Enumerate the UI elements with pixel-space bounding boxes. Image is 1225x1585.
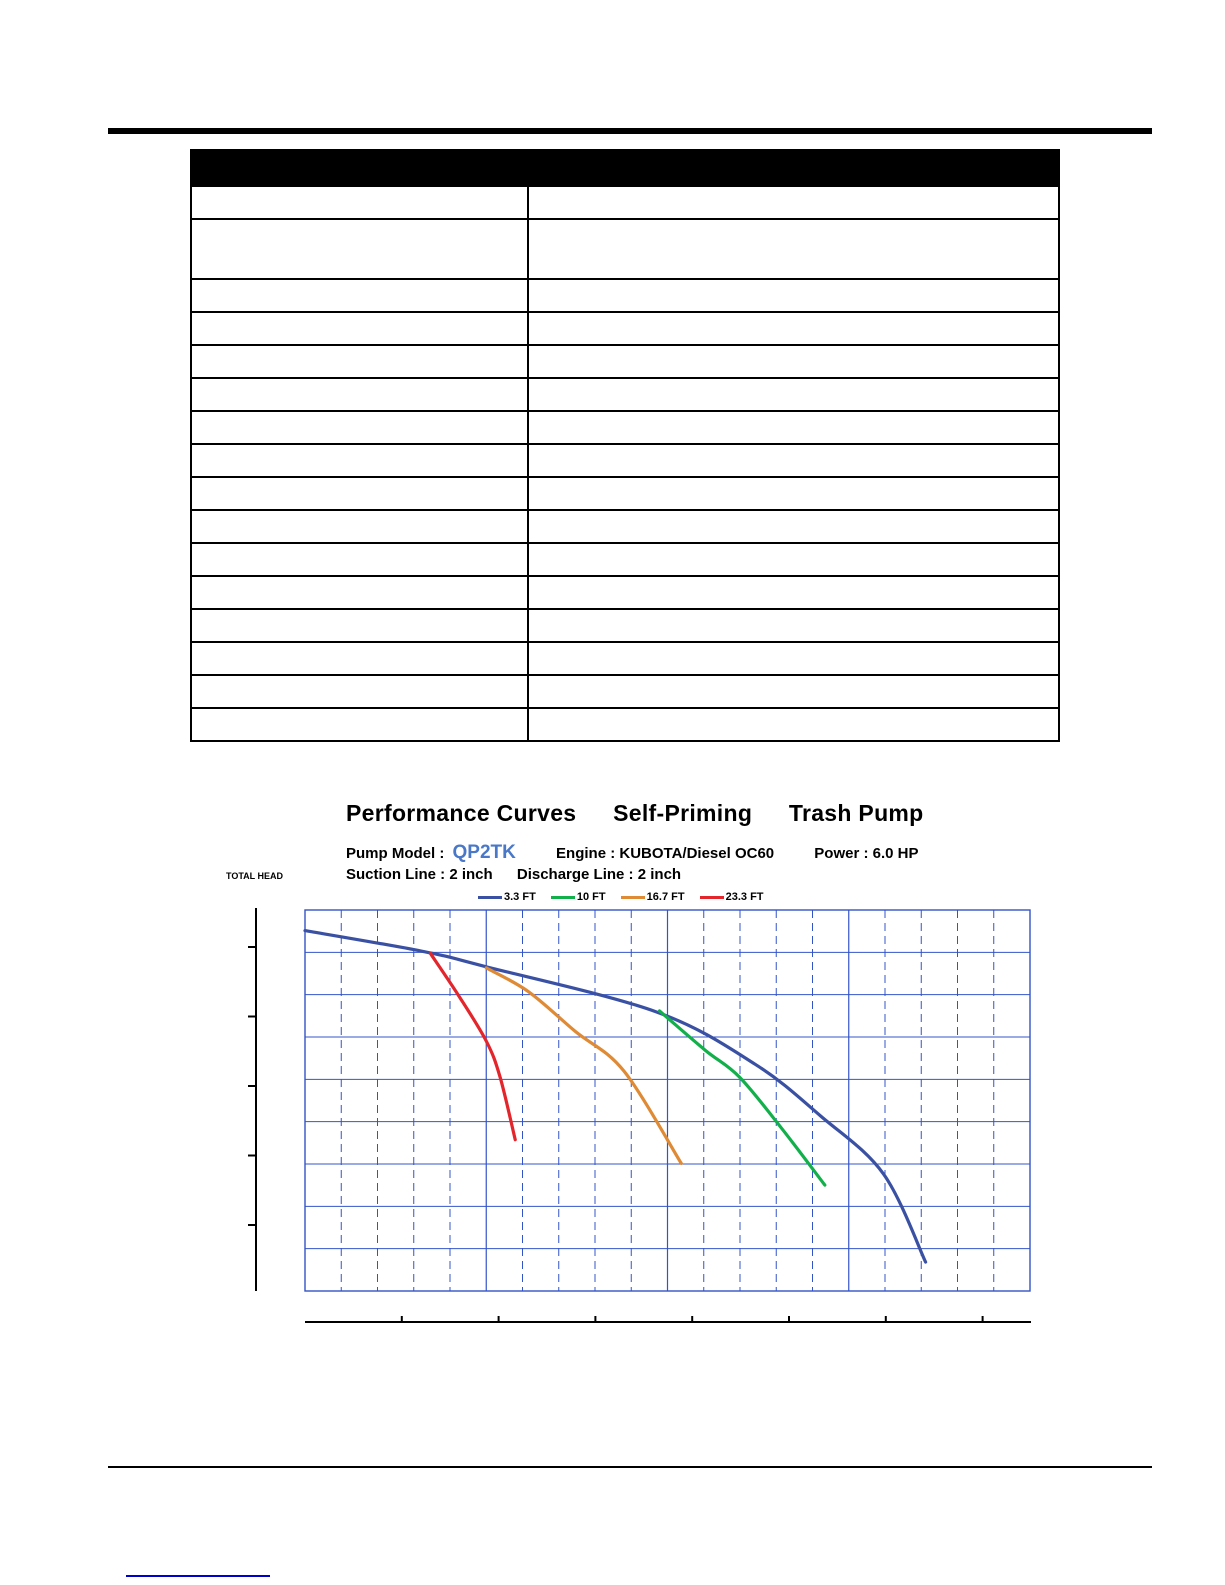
legend-label: 23.3 FT xyxy=(725,891,764,903)
chart-title-part-2: Trash Pump xyxy=(788,800,924,826)
legend-label: 16.7 FT xyxy=(646,891,685,903)
chart-title-part-1: Self-Priming xyxy=(613,800,753,826)
discharge-text: Discharge Line : 2 inch xyxy=(516,866,682,883)
pump-model-value: QP2TK xyxy=(452,842,516,863)
engine-text: Engine : KUBOTA/Diesel OC60 xyxy=(556,845,775,862)
footer-link-underline[interactable] xyxy=(126,1575,270,1577)
series-line-0 xyxy=(305,931,926,1262)
bottom-rule xyxy=(108,1466,1152,1468)
power-text: Power : 6.0 HP xyxy=(814,845,919,862)
y-axis-label: TOTAL HEAD xyxy=(226,871,284,881)
legend-label: 3.3 FT xyxy=(504,891,536,903)
legend-label: 10 FT xyxy=(576,891,606,903)
suction-text: Suction Line : 2 inch xyxy=(346,866,493,883)
chart-title-main: Performance Curves xyxy=(346,800,577,826)
pump-model-label: Pump Model : xyxy=(346,845,445,862)
series-line-3 xyxy=(430,953,515,1139)
